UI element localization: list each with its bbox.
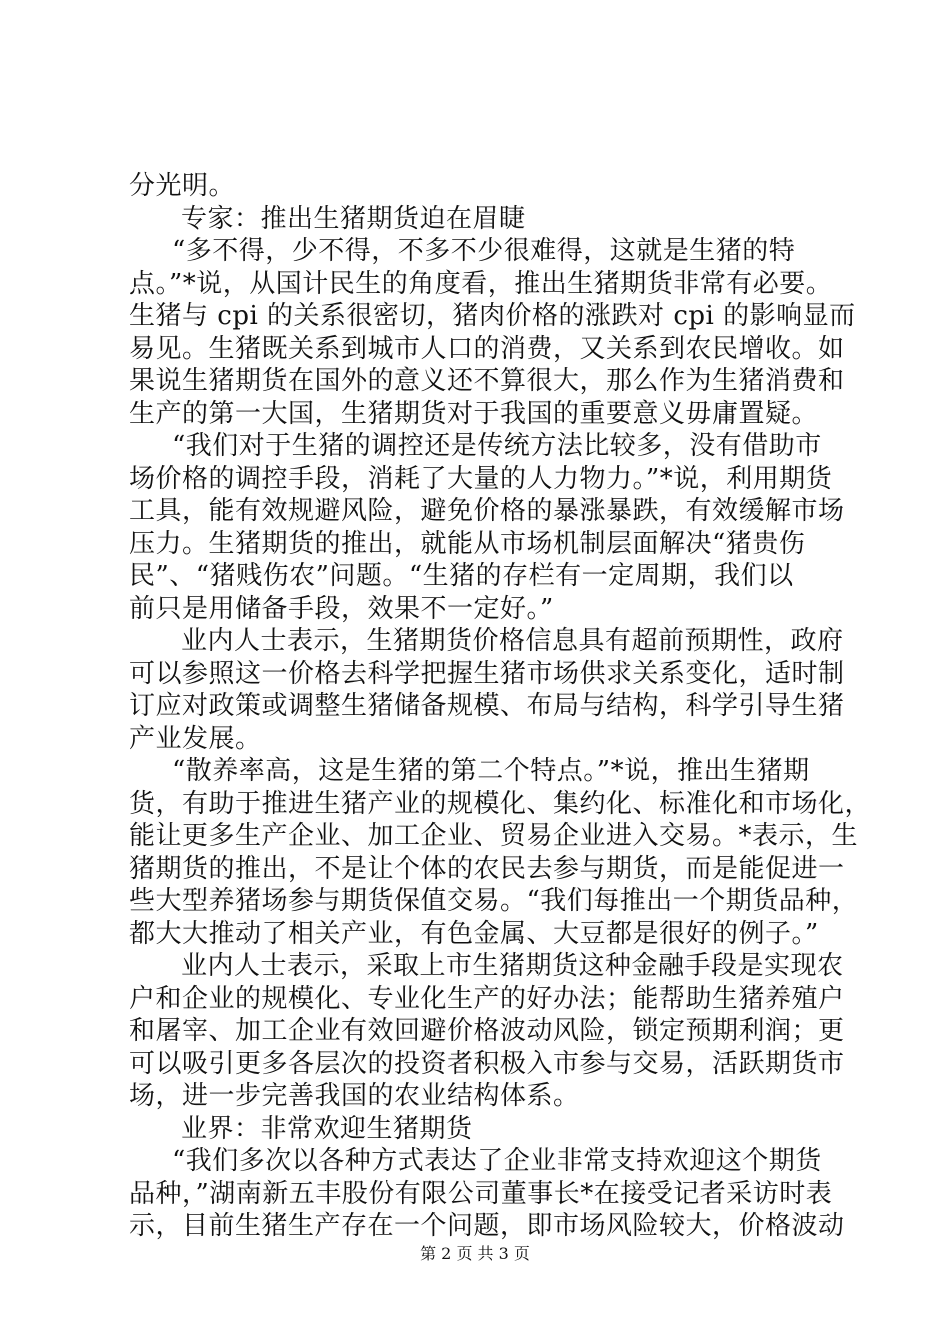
text-line: 示，目前生猪生产存在一个问题，即市场风险较大，价格波动 xyxy=(129,1211,845,1241)
text-line: 可以吸引更多各层次的投资者积极入市参与交易，活跃期货市 xyxy=(129,1048,845,1079)
text-line: 点。”*说，从国计民生的角度看，推出生猪期货非常有必要。 xyxy=(129,268,833,299)
text-line: 户和企业的规模化、专业化生产的好办法；能帮助生猪养殖户 xyxy=(129,983,845,1014)
text-line: “散养率高，这是生猪的第二个特点。”*说，推出生猪期 xyxy=(172,756,810,786)
text-line: 压力。生猪期货的推出，就能从市场机制层面解决“猪贵伤 xyxy=(129,528,806,559)
text-line: 和屠宰、加工企业有效回避价格波动风险，锁定预期利润；更 xyxy=(129,1016,845,1046)
text-line: 些大型养猪场参与期货保值交易。“我们每推出一个期货品种， xyxy=(129,886,859,916)
text-line: 生产的第一大国，生猪期货对于我国的重要意义毋庸置疑。 xyxy=(129,398,819,429)
text-line: “多不得，少不得，不多不少很难得，这就是生猪的特 xyxy=(172,236,796,266)
text-line: “我们对于生猪的调控还是传统方法比较多，没有借助市 xyxy=(172,431,822,461)
text-line: 工具，能有效规避风险，避免价格的暴涨暴跌，有效缓解市场 xyxy=(129,496,845,526)
text-line: 都大大推动了相关产业，有色金属、大豆都是很好的例子。” xyxy=(129,918,819,949)
text-line: 能让更多生产企业、加工企业、贸易企业进入交易。*表示，生 xyxy=(129,821,859,851)
text-line: 货，有助于推进生猪产业的规模化、集约化、标准化和市场化， xyxy=(129,788,872,819)
text-line: 可以参照这一价格去科学把握生猪市场供求关系变化，适时制 xyxy=(129,658,845,689)
text-line: 品种，”湖南新五丰股份有限公司董事长*在接受记者采访时表 xyxy=(129,1178,833,1209)
text-line: 生猪与 cpi 的关系很密切，猪肉价格的涨跌对 cpi 的影响显而 xyxy=(129,301,856,331)
text-line: “我们多次以各种方式表达了企业非常支持欢迎这个期货 xyxy=(172,1146,822,1176)
text-line: 业内人士表示，生猪期货价格信息具有超前预期性，政府 xyxy=(181,626,844,656)
text-line: 场，进一步完善我国的农业结构体系。 xyxy=(129,1081,580,1111)
document-body xyxy=(129,170,872,1243)
page-footer xyxy=(0,1244,950,1264)
text-line: 分光明。 xyxy=(129,171,236,201)
text-line: 业内人士表示，采取上市生猪期货这种金融手段是实现农 xyxy=(181,951,844,981)
text-line: 民”、“猪贱伤农”问题。“生猪的存栏有一定周期，我们以 xyxy=(129,561,794,591)
text-line: 产业发展。 xyxy=(129,723,262,754)
text-line: 场价格的调控手段，消耗了大量的人力物力。”*说，利用期货 xyxy=(129,463,833,494)
section-heading-experts: 专家：推出生猪期货迫在眉睫 xyxy=(181,203,526,234)
text-line: 前只是用储备手段，效果不一定好。” xyxy=(129,593,554,624)
page-number-label: 第 2 页 共 3 页 xyxy=(420,1244,530,1263)
text-line: 订应对政策或调整生猪储备规模、布局与结构，科学引导生猪 xyxy=(129,691,845,721)
text-line: 果说生猪期货在国外的意义还不算很大，那么作为生猪消费和 xyxy=(129,366,845,396)
text-line: 易见。生猪既关系到城市人口的消费，又关系到农民增收。如 xyxy=(129,333,845,364)
text-line: 猪期货的推出，不是让个体的农民去参与期货，而是能促进一 xyxy=(129,853,845,884)
section-heading-industry: 业界：非常欢迎生猪期货 xyxy=(181,1113,473,1144)
